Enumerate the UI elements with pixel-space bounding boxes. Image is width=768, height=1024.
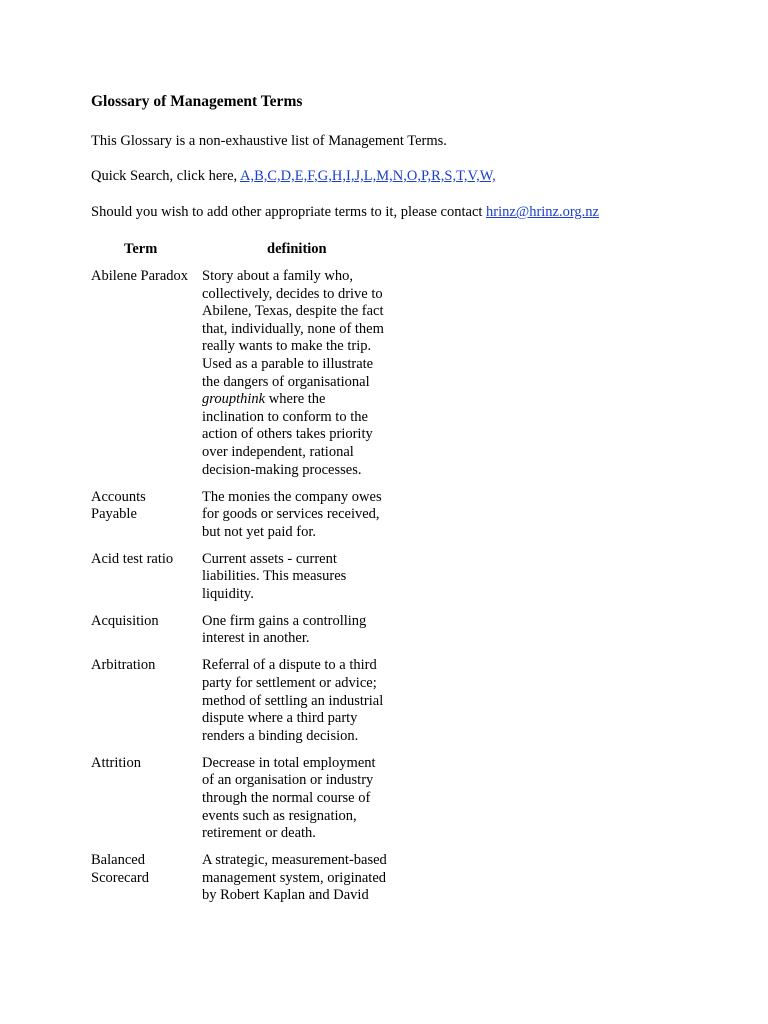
glossary-table — [91, 268, 402, 914]
glossary-definition: Story about a family who, collectively, decides to drive to Abilene, Texas, despite the fact that, individually, none of them really wants to make the trip. Used as a parable to illustrate the dangers of organisational groupthink where the inclination to conform to the action of others takes priority over independent, rational decision-making processes. — [202, 268, 384, 478]
glossary-row — [91, 268, 402, 489]
quick-search-links — [240, 168, 496, 184]
glossary-term: Abilene Paradox — [91, 268, 189, 284]
column-header-term: Term — [124, 241, 158, 257]
letter-link-c[interactable]: C, — [267, 168, 281, 184]
glossary-definition: The monies the company owes for goods or services received, but not yet paid for. — [202, 488, 382, 540]
letter-link-w[interactable]: W, — [479, 168, 496, 184]
letter-link-f[interactable]: F, — [307, 168, 318, 184]
intro-paragraph: This Glossary is a non-exhaustive list of Management Terms. — [91, 133, 447, 149]
letter-link-a[interactable]: A, — [239, 168, 255, 184]
letter-link-s[interactable]: S, — [444, 168, 457, 184]
letter-link-l[interactable]: L, — [363, 168, 377, 184]
glossary-term: Balanced Scorecard — [91, 852, 149, 886]
letter-link-g[interactable]: G, — [317, 168, 332, 184]
column-header-definition: definition — [267, 241, 327, 257]
letter-link-n[interactable]: N, — [392, 168, 407, 184]
glossary-row — [91, 613, 402, 658]
letter-link-p[interactable]: P, — [421, 168, 432, 184]
letter-link-h[interactable]: H, — [331, 168, 347, 184]
glossary-term: Accounts Payable — [91, 488, 146, 523]
glossary-definition: One firm gains a controlling interest in another. — [202, 612, 367, 647]
contact-prefix: Should you wish to add other appropriate terms to it, please contact — [91, 204, 487, 220]
glossary-term: Arbitration — [91, 657, 156, 674]
letter-link-e[interactable]: E, — [294, 168, 308, 184]
glossary-row — [91, 489, 402, 551]
glossary-row — [91, 551, 402, 613]
glossary-definition: Referral of a dispute to a third party for settlement or advice; method of settling an industrial dispute where a third party renders a binding decision. — [202, 657, 384, 744]
quick-search-paragraph — [91, 167, 496, 185]
contact-email-link[interactable]: hrinz@hrinz.org.nz — [486, 204, 599, 220]
glossary-row — [91, 657, 402, 754]
glossary-definition: Current assets - current liabilities. This measures liquidity. — [202, 550, 347, 602]
letter-link-m[interactable]: M, — [376, 168, 393, 184]
glossary-definition: A strategic, measurement-based management system, originated by Robert Kaplan and David — [202, 852, 387, 904]
letter-link-r[interactable]: R, — [431, 168, 445, 184]
page-title: Glossary of Management Terms — [91, 93, 303, 110]
contact-paragraph — [91, 203, 599, 221]
quick-search-prefix: Quick Search, click here, — [91, 168, 240, 184]
glossary-term: Acquisition — [91, 612, 159, 629]
letter-link-b[interactable]: B, — [254, 168, 268, 184]
letter-link-v[interactable]: V, — [467, 168, 480, 184]
glossary-term: Attrition — [91, 754, 141, 771]
glossary-row — [91, 852, 402, 914]
letter-link-j[interactable]: J, — [354, 168, 364, 184]
letter-link-o[interactable]: O, — [406, 168, 421, 184]
letter-link-d[interactable]: D, — [280, 168, 295, 184]
glossary-definition: Decrease in total employment of an organisation or industry through the normal course of events such as resignation, retirement or death. — [202, 754, 376, 842]
glossary-row — [91, 755, 402, 852]
glossary-term: Acid test ratio — [91, 550, 174, 567]
italic-term: groupthink — [202, 391, 266, 408]
letter-link-t[interactable]: T, — [456, 168, 468, 184]
letter-link-i[interactable]: I, — [346, 168, 355, 184]
